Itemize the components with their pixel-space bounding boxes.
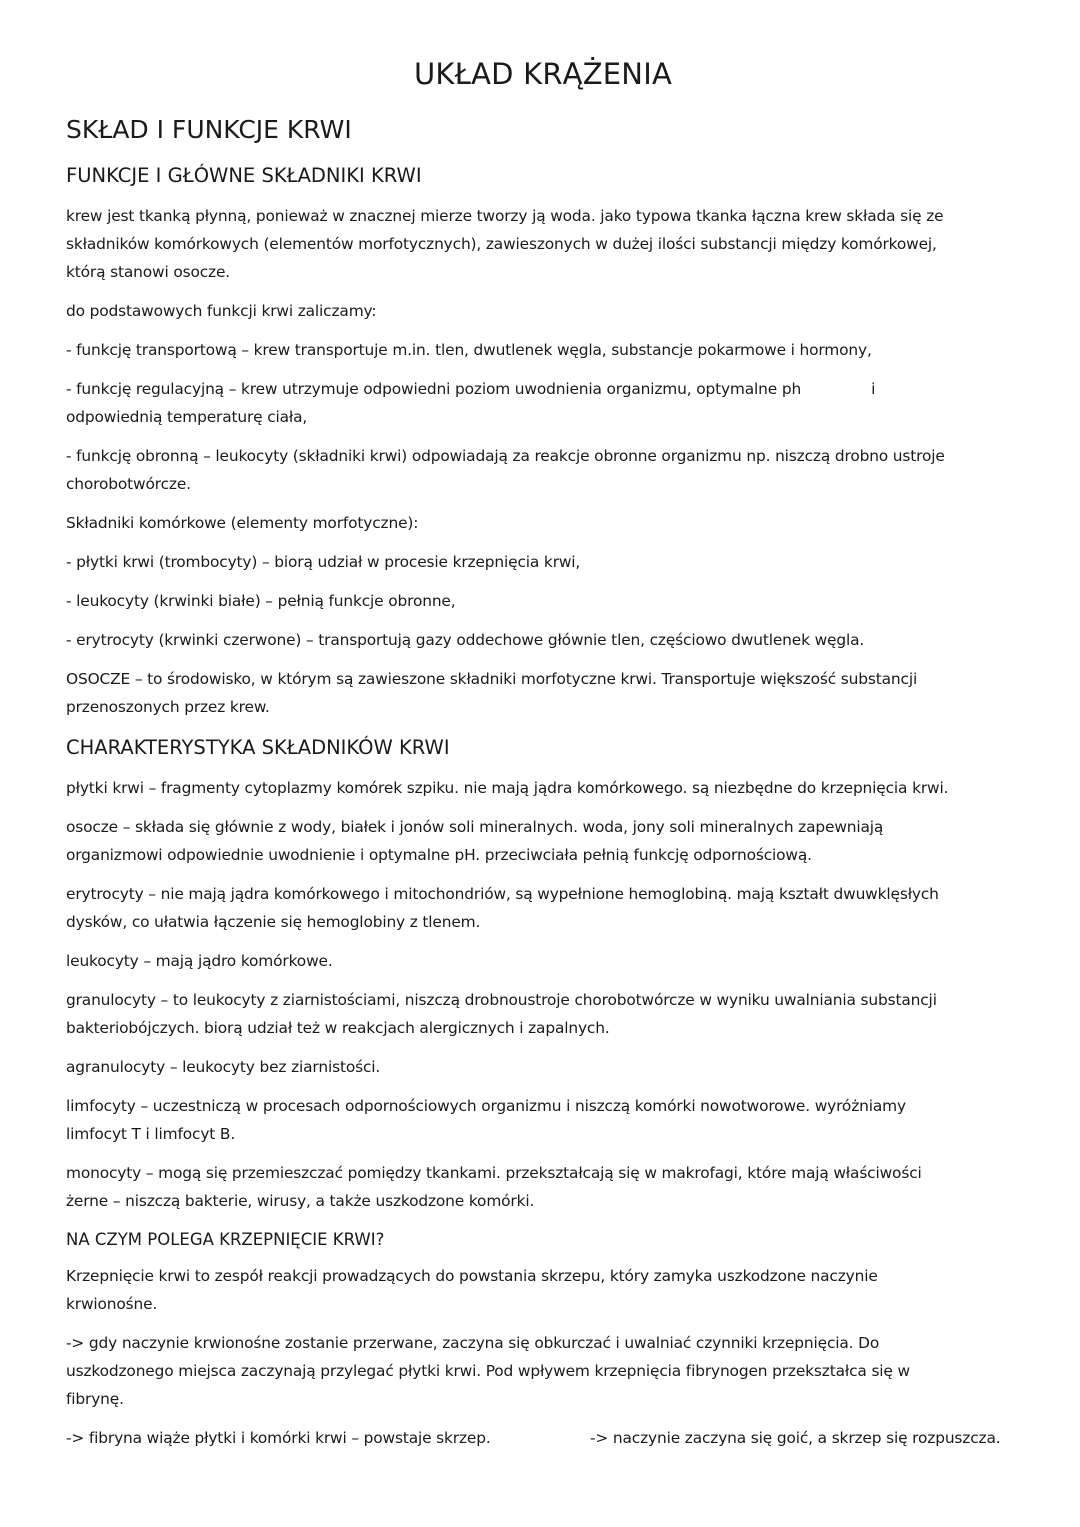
list-item-erythrocytes: - erytrocyty (krwinki czerwone) – transportują gazy oddechowe głównie tlen, częściowo dwutlenek węgla.	[66, 631, 865, 649]
text-line: osocze – składa się głównie z wody, białek i jonów soli mineralnych. woda, jony soli mineralnych zapewniają	[66, 818, 884, 836]
text-line: - funkcję obronną – leukocyty (składniki krwi) odpowiadają za reakcje obronne organizmu np. niszczą drobno ustroje	[66, 447, 945, 465]
text-line: którą stanowi osocze.	[66, 263, 231, 281]
text-line: bakteriobójczych. biorą udział też w reakcjach alergicznych i zapalnych.	[66, 1019, 610, 1037]
paragraph-leukocytes-characteristics: leukocyty – mają jądro komórkowe.	[66, 952, 333, 970]
text-line: Krzepnięcie krwi to zespół reakcji prowadzących do powstania skrzepu, który zamyka uszkodzone naczynie	[66, 1267, 878, 1285]
text-line: krew jest tkanką płynną, ponieważ w znacznej mierze tworzy ją woda. jako typowa tkanka łączna krew składa się ze	[66, 207, 944, 225]
text-line: limfocyty – uczestniczą w procesach odpornościowych organizmu i niszczą komórki nowotworowe. wyróżniamy	[66, 1097, 906, 1115]
text-line: krwionośne.	[66, 1295, 158, 1313]
subheading-blood-clotting: NA CZYM POLEGA KRZEPNIĘCIE KRWI?	[66, 1230, 385, 1249]
text-line: -> gdy naczynie krwionośne zostanie przerwane, zaczyna się obkurczać i uwalniać czynniki krzepnięcia. Do	[66, 1334, 880, 1352]
list-item-leukocytes: - leukocyty (krwinki białe) – pełnią funkcje obronne,	[66, 592, 456, 610]
list-item-transport-function: - funkcję transportową – krew transportuje m.in. tlen, dwutlenek węgla, substancje pokarmowe i hormony,	[66, 341, 872, 359]
subheading-functions-components: FUNKCJE I GŁÓWNE SKŁADNIKI KRWI	[66, 164, 422, 187]
text-line: składników komórkowych (elementów morfotycznych), zawieszonych w dużej ilości substancji między komórkowej,	[66, 235, 937, 253]
text-line: OSOCZE – to środowisko, w którym są zawieszone składniki morfotyczne krwi. Transportuje większość substancji	[66, 670, 918, 688]
clotting-step-2: -> fibryna wiąże płytki i komórki krwi – powstaje skrzep.	[66, 1429, 491, 1447]
subheading-blood-characteristics: CHARAKTERYSTYKA SKŁADNIKÓW KRWI	[66, 736, 450, 759]
paragraph-platelets-characteristics: płytki krwi – fragmenty cytoplazmy komórek szpiku. nie mają jądra komórkowego. są niezbędne do krzepnięcia krwi.	[66, 779, 949, 797]
list-item-regulation-function	[66, 375, 1020, 431]
paragraph-agranulocytes-characteristics: agranulocyty – leukocyty bez ziarnistości.	[66, 1058, 381, 1076]
text-line: organizmowi odpowiednie uwodnienie i optymalne pH. przeciwciała pełnią funkcję odpornościową.	[66, 846, 812, 864]
text-line: odpowiednią temperaturę ciała,	[66, 408, 308, 426]
document-title: UKŁAD KRĄŻENIA	[413, 57, 672, 91]
text-line: limfocyt T i limfocyt B.	[66, 1125, 236, 1143]
text-line: chorobotwórcze.	[66, 475, 191, 493]
paragraph-erythrocytes-characteristics	[66, 880, 1020, 936]
text-line-tail: i	[871, 380, 876, 398]
text-line: fibrynę.	[66, 1390, 124, 1408]
section-heading-blood-composition: SKŁAD I FUNKCJE KRWI	[66, 115, 352, 144]
paragraph-monocytes-characteristics	[66, 1159, 1020, 1215]
text-line: dysków, co ułatwia łączenie się hemoglobiny z tlenem.	[66, 913, 481, 931]
text-line: przenoszonych przez krew.	[66, 698, 270, 716]
text-line: uszkodzonego miejsca zaczynają przylegać płytki krwi. Pod wpływem krzepnięcia fibrynogen przekształca się w	[66, 1362, 910, 1380]
paragraph-functions-lead: do podstawowych funkcji krwi zaliczamy:	[66, 302, 377, 320]
paragraph-lymphocytes-characteristics	[66, 1092, 1020, 1148]
list-item-platelets: - płytki krwi (trombocyty) – biorą udział w procesie krzepnięcia krwi,	[66, 553, 581, 571]
clotting-steps-row	[66, 1424, 1020, 1452]
text-line: monocyty – mogą się przemieszczać pomiędzy tkankami. przekształcają się w makrofagi, które mają właściwości	[66, 1164, 922, 1182]
paragraph-granulocytes-characteristics	[66, 986, 1020, 1042]
clotting-step-3: -> naczynie zaczyna się goić, a skrzep się rozpuszcza.	[590, 1429, 1001, 1447]
text-line: granulocyty – to leukocyty z ziarnistościami, niszczą drobnoustroje chorobotwórcze w wyniku uwalniania substancji	[66, 991, 937, 1009]
paragraph-clotting-step-1	[66, 1329, 1020, 1413]
paragraph-plasma-characteristics	[66, 813, 1020, 869]
paragraph-blood-intro	[66, 202, 1020, 286]
text-line: żerne – niszczą bakterie, wirusy, a także uszkodzone komórki.	[66, 1192, 535, 1210]
paragraph-clotting-definition	[66, 1262, 1020, 1318]
paragraph-plasma-definition	[66, 665, 1020, 721]
list-item-defense-function	[66, 442, 1020, 498]
text-line: - funkcję regulacyjną – krew utrzymuje odpowiedni poziom uwodnienia organizmu, optymalne ph	[66, 380, 802, 398]
paragraph-cells-lead: Składniki komórkowe (elementy morfotyczne):	[66, 514, 419, 532]
text-line: erytrocyty – nie mają jądra komórkowego i mitochondriów, są wypełnione hemoglobiną. mają kształt dwuwklęsłych	[66, 885, 939, 903]
